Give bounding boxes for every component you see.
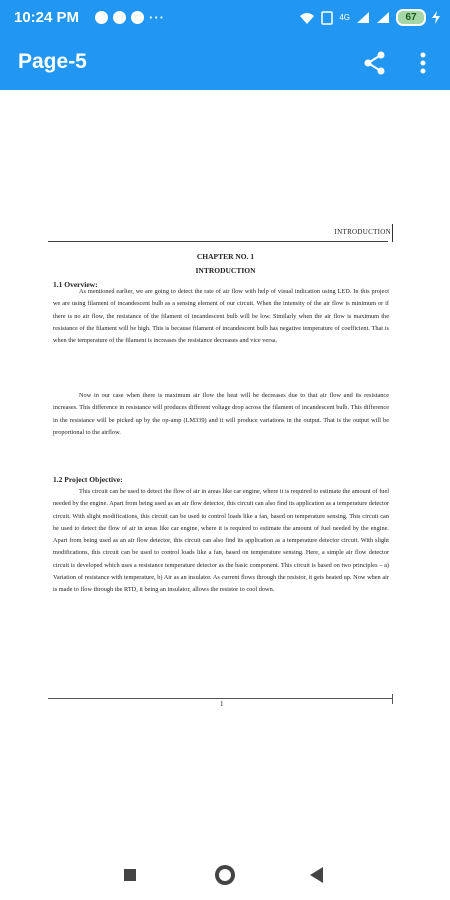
network-badge: 4G xyxy=(339,13,350,22)
header-rule xyxy=(48,241,388,242)
status-time: 10:24 PM xyxy=(14,9,80,26)
whatsapp-icon xyxy=(113,11,126,24)
sim-icon xyxy=(321,11,333,25)
document-page[interactable] xyxy=(48,218,403,718)
charging-icon xyxy=(432,11,440,24)
paragraph: This circuit can be used to detect the flow of air in areas like car engine, where it is required to estimate the amount of fuel needed by the engine. Apart from being used as an air flow detector, this circuit can also find its application as a temperature detector circuit. With slight modifications, this circuit can be used to control loads like a fan, based on temperature sensing. This circuit can be used to detect the flow of air in areas like car engine, where it is required to estimate the amount of fuel needed by the engine. Apart from being used as an air flow detector, this circuit can also find its application as a temperature detector circuit. With slight modifications, this circuit can be used to control loads like a fan, based on temperature sensing. Here, a simple air flow detector circuit is developed which uses a resistance temperature detector as the basic component. This circuit is based on two principles – a) Variation of resistance with temperature, b) Air as an insulator. As current flows through the resistor, it gets heated up. Now when air is made to flow through the RTD, it being an insulator, allows the resistor to cool down. xyxy=(53,488,389,594)
navigation-bar xyxy=(0,845,450,900)
chapter-title: INTRODUCTION xyxy=(195,266,256,275)
paragraph: Now in our case when there is maximum air flow the heat will be decreases due to that air flow and its resistance increases. This difference in resistance will produces different voltage drop across the filament of incandescent bulb. This difference in the resistance will be picked up by the op-amp (LM339) and it will produce variations in the output. That is the output will be proportional to the airflow. xyxy=(53,392,389,436)
section-heading: 1.2 Project Objective: xyxy=(53,475,123,484)
paragraph: As mentioned earlier, we are going to detect the rate of air flow with help of visual indication using LED. In this project we are using filament of incandescent bulb as a sensing element of our circuit. When the intensity of the air flow is minimum or if there is no air flow, the resistance of the filament of incandescent bulb will be low. Similarly when the air flow is maximum the resistance of the filament will be high. This is because filament of incandescent bulb has negative temperature of coefficient. That is when the temperature of the filament is increases the resistance decreases and vice versa. xyxy=(53,288,389,345)
signal-icon xyxy=(356,11,370,24)
page-title: Page-5 xyxy=(18,50,87,73)
chapter-number: CHAPTER NO. 1 xyxy=(196,252,255,261)
app-bar xyxy=(0,36,450,90)
system-icons xyxy=(299,9,440,26)
notification-icons xyxy=(95,10,165,25)
page-number: 1 xyxy=(220,700,224,708)
notification-icon xyxy=(95,11,108,24)
notification-icon xyxy=(131,11,144,24)
more-vert-icon[interactable] xyxy=(416,50,430,76)
home-icon[interactable] xyxy=(215,865,235,885)
recents-icon[interactable] xyxy=(124,869,136,881)
back-icon[interactable] xyxy=(310,867,323,883)
more-notifications-icon: ··· xyxy=(149,10,165,25)
section-heading: 1.1 Overview: xyxy=(53,280,98,289)
footer-rule-vertical xyxy=(392,694,393,704)
share-icon[interactable] xyxy=(362,50,388,76)
header-rule-vertical xyxy=(392,224,393,242)
wifi-icon xyxy=(299,11,315,25)
signal-icon xyxy=(376,11,390,24)
battery-icon: 67 xyxy=(396,9,426,26)
footer-rule xyxy=(48,698,393,699)
status-bar xyxy=(0,0,450,36)
running-head: INTRODUCTION xyxy=(334,228,391,236)
